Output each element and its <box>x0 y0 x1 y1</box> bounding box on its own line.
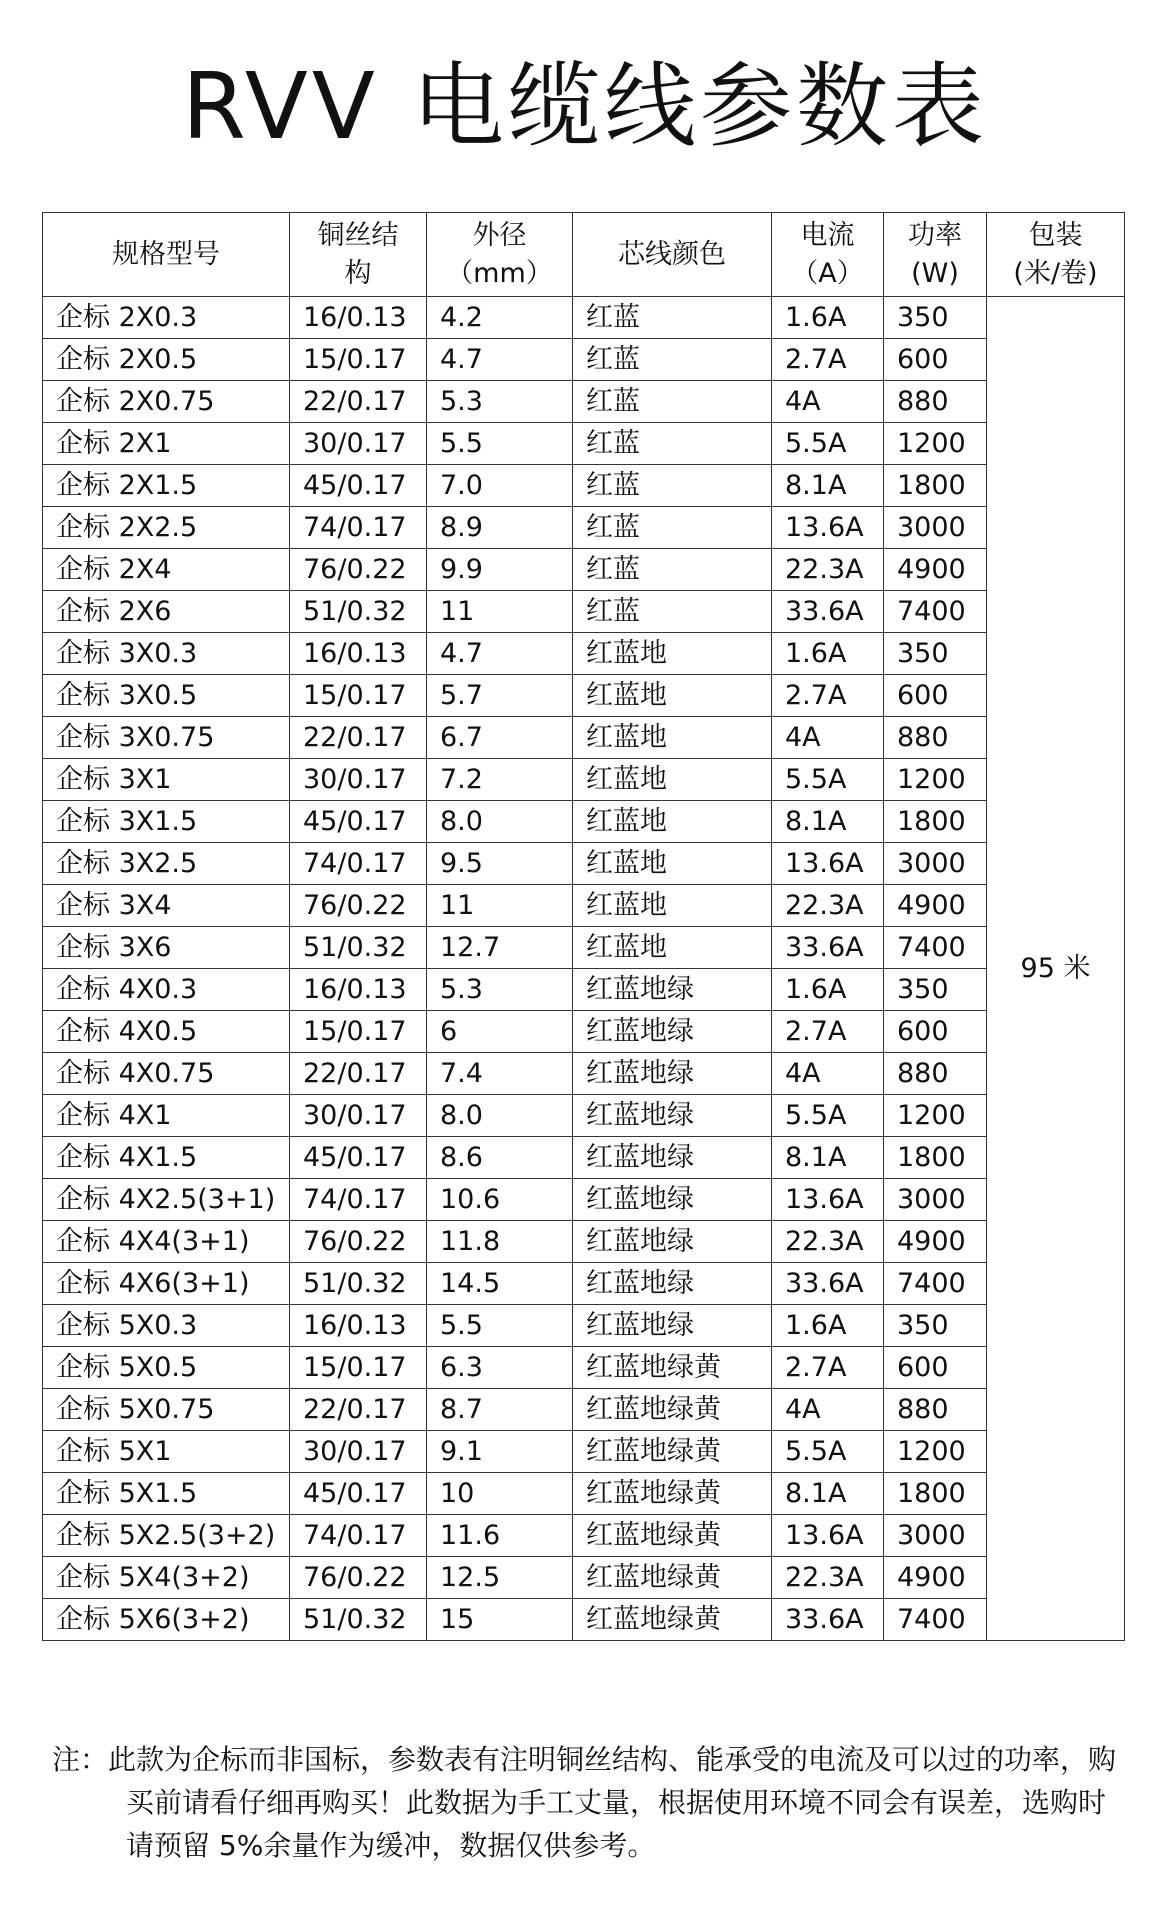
current-cell: 5.5A <box>772 759 884 801</box>
copper-cell: 51/0.32 <box>290 1599 427 1641</box>
current-cell: 2.7A <box>772 339 884 381</box>
header-line: 包装 <box>1028 219 1083 251</box>
current-cell: 1.6A <box>772 633 884 675</box>
power-cell: 1800 <box>884 801 987 843</box>
spec-cell: 企标 4X1.5 <box>43 1137 290 1179</box>
copper-cell: 22/0.17 <box>290 1389 427 1431</box>
header-line: 铜丝结 <box>317 219 399 251</box>
power-cell: 880 <box>884 717 987 759</box>
table-row <box>43 1263 1125 1305</box>
copper-cell: 15/0.17 <box>290 675 427 717</box>
color-cell: 红蓝地绿 <box>573 1053 772 1095</box>
diameter-cell: 8.0 <box>427 1095 573 1137</box>
current-cell: 1.6A <box>772 969 884 1011</box>
color-cell: 红蓝地绿 <box>573 969 772 1011</box>
current-cell: 2.7A <box>772 675 884 717</box>
spec-cell: 企标 3X0.3 <box>43 633 290 675</box>
power-cell: 1800 <box>884 1137 987 1179</box>
table-row <box>43 675 1125 717</box>
diameter-cell: 12.5 <box>427 1557 573 1599</box>
color-cell: 红蓝地绿 <box>573 1011 772 1053</box>
spec-cell: 企标 2X1 <box>43 423 290 465</box>
table-row <box>43 1473 1125 1515</box>
spec-cell: 企标 3X0.75 <box>43 717 290 759</box>
power-cell: 3000 <box>884 507 987 549</box>
copper-cell: 45/0.17 <box>290 1137 427 1179</box>
color-cell: 红蓝地绿黄 <box>573 1473 772 1515</box>
copper-cell: 45/0.17 <box>290 465 427 507</box>
power-cell: 3000 <box>884 843 987 885</box>
footnote: 注：此款为企标而非国标，参数表有注明铜丝结构、能承受的电流及可以过的功率，购买前请看仔细再购买！此数据为手工丈量，根据使用环境不同会有误差，选购时请预留 5%余量作为缓冲，数据仅供参考。 <box>52 1743 1117 1862</box>
power-cell: 880 <box>884 381 987 423</box>
spec-cell: 企标 5X0.3 <box>43 1305 290 1347</box>
header-line: 电流 <box>800 219 855 251</box>
header-line: (米/卷) <box>1013 257 1098 289</box>
table-row <box>43 1095 1125 1137</box>
diameter-cell: 8.9 <box>427 507 573 549</box>
copper-cell: 15/0.17 <box>290 339 427 381</box>
power-cell: 350 <box>884 969 987 1011</box>
spec-cell: 企标 5X2.5(3+2) <box>43 1515 290 1557</box>
color-cell: 红蓝地 <box>573 843 772 885</box>
current-cell: 4A <box>772 1053 884 1095</box>
copper-cell: 30/0.17 <box>290 759 427 801</box>
page-title: RVV 电缆线参数表 <box>181 53 988 160</box>
color-cell: 红蓝地 <box>573 927 772 969</box>
current-cell: 5.5A <box>772 1431 884 1473</box>
diameter-cell: 14.5 <box>427 1263 573 1305</box>
table-row <box>43 507 1125 549</box>
packaging-cell: 95 米 <box>987 297 1125 1641</box>
spec-cell: 企标 2X0.75 <box>43 381 290 423</box>
power-cell: 1200 <box>884 423 987 465</box>
copper-cell: 74/0.17 <box>290 1515 427 1557</box>
diameter-cell: 8.6 <box>427 1137 573 1179</box>
spec-cell: 企标 4X0.75 <box>43 1053 290 1095</box>
diameter-cell: 8.7 <box>427 1389 573 1431</box>
current-cell: 5.5A <box>772 423 884 465</box>
current-cell: 13.6A <box>772 843 884 885</box>
table-header-row <box>43 213 1125 297</box>
header-line: 功率 <box>908 219 962 251</box>
diameter-cell: 5.7 <box>427 675 573 717</box>
current-cell: 4A <box>772 1389 884 1431</box>
diameter-cell: 10.6 <box>427 1179 573 1221</box>
spec-cell: 企标 2X1.5 <box>43 465 290 507</box>
copper-cell: 74/0.17 <box>290 507 427 549</box>
power-cell: 3000 <box>884 1515 987 1557</box>
header-line: (W) <box>911 257 959 289</box>
table-row <box>43 633 1125 675</box>
spec-cell: 企标 4X0.3 <box>43 969 290 1011</box>
diameter-cell: 7.2 <box>427 759 573 801</box>
table-row <box>43 1221 1125 1263</box>
header-copper-structure <box>290 213 427 297</box>
diameter-cell: 9.9 <box>427 549 573 591</box>
diameter-cell: 11 <box>427 591 573 633</box>
copper-cell: 76/0.22 <box>290 885 427 927</box>
spec-cell: 企标 4X2.5(3+1) <box>43 1179 290 1221</box>
current-cell: 22.3A <box>772 1557 884 1599</box>
copper-cell: 76/0.22 <box>290 1221 427 1263</box>
power-cell: 1200 <box>884 759 987 801</box>
diameter-cell: 5.5 <box>427 1305 573 1347</box>
current-cell: 1.6A <box>772 1305 884 1347</box>
power-cell: 3000 <box>884 1179 987 1221</box>
spec-cell: 企标 5X6(3+2) <box>43 1599 290 1641</box>
color-cell: 红蓝地绿黄 <box>573 1557 772 1599</box>
table-row <box>43 843 1125 885</box>
spec-cell: 企标 3X0.5 <box>43 675 290 717</box>
spec-cell: 企标 5X0.5 <box>43 1347 290 1389</box>
header-core-color <box>573 213 772 297</box>
header-line: 规格型号 <box>112 238 220 270</box>
spec-cell: 企标 3X1.5 <box>43 801 290 843</box>
copper-cell: 76/0.22 <box>290 549 427 591</box>
header-line: 外径 <box>472 219 527 251</box>
table-row <box>43 801 1125 843</box>
diameter-cell: 7.4 <box>427 1053 573 1095</box>
current-cell: 33.6A <box>772 591 884 633</box>
spec-cell: 企标 4X4(3+1) <box>43 1221 290 1263</box>
copper-cell: 30/0.17 <box>290 1095 427 1137</box>
power-cell: 4900 <box>884 1221 987 1263</box>
table-row <box>43 1515 1125 1557</box>
color-cell: 红蓝 <box>573 591 772 633</box>
power-cell: 7400 <box>884 927 987 969</box>
table-row <box>43 381 1125 423</box>
color-cell: 红蓝地绿黄 <box>573 1599 772 1641</box>
current-cell: 8.1A <box>772 465 884 507</box>
power-cell: 600 <box>884 675 987 717</box>
spec-cell: 企标 3X1 <box>43 759 290 801</box>
table-row <box>43 1557 1125 1599</box>
current-cell: 33.6A <box>772 927 884 969</box>
copper-cell: 16/0.13 <box>290 1305 427 1347</box>
copper-cell: 74/0.17 <box>290 1179 427 1221</box>
color-cell: 红蓝地绿 <box>573 1263 772 1305</box>
table-row <box>43 885 1125 927</box>
current-cell: 22.3A <box>772 885 884 927</box>
diameter-cell: 11 <box>427 885 573 927</box>
diameter-cell: 5.5 <box>427 423 573 465</box>
table-row <box>43 465 1125 507</box>
diameter-cell: 6.3 <box>427 1347 573 1389</box>
header-line: 构 <box>344 257 372 289</box>
color-cell: 红蓝地 <box>573 717 772 759</box>
color-cell: 红蓝地 <box>573 675 772 717</box>
color-cell: 红蓝地绿 <box>573 1137 772 1179</box>
power-cell: 1200 <box>884 1095 987 1137</box>
table-row <box>43 1347 1125 1389</box>
copper-cell: 76/0.22 <box>290 1557 427 1599</box>
power-cell: 1200 <box>884 1431 987 1473</box>
table-row <box>43 1389 1125 1431</box>
current-cell: 4A <box>772 717 884 759</box>
diameter-cell: 7.0 <box>427 465 573 507</box>
copper-cell: 16/0.13 <box>290 297 427 339</box>
color-cell: 红蓝 <box>573 339 772 381</box>
diameter-cell: 9.5 <box>427 843 573 885</box>
color-cell: 红蓝地 <box>573 759 772 801</box>
color-cell: 红蓝地绿 <box>573 1221 772 1263</box>
header-current <box>772 213 884 297</box>
power-cell: 4900 <box>884 549 987 591</box>
table-row <box>43 1137 1125 1179</box>
color-cell: 红蓝 <box>573 423 772 465</box>
spec-cell: 企标 2X0.5 <box>43 339 290 381</box>
current-cell: 8.1A <box>772 801 884 843</box>
power-cell: 600 <box>884 1011 987 1053</box>
header-packaging <box>987 213 1125 297</box>
header-line: （A） <box>791 257 864 289</box>
table-row <box>43 759 1125 801</box>
copper-cell: 51/0.32 <box>290 1263 427 1305</box>
copper-cell: 51/0.32 <box>290 591 427 633</box>
power-cell: 1800 <box>884 1473 987 1515</box>
header-power <box>884 213 987 297</box>
table-body <box>43 297 1125 1641</box>
table-row <box>43 927 1125 969</box>
power-cell: 4900 <box>884 885 987 927</box>
diameter-cell: 15 <box>427 1599 573 1641</box>
current-cell: 22.3A <box>772 1221 884 1263</box>
color-cell: 红蓝地绿黄 <box>573 1515 772 1557</box>
table-row <box>43 423 1125 465</box>
diameter-cell: 10 <box>427 1473 573 1515</box>
table-row <box>43 297 1125 339</box>
current-cell: 4A <box>772 381 884 423</box>
spec-cell: 企标 2X0.3 <box>43 297 290 339</box>
color-cell: 红蓝 <box>573 465 772 507</box>
power-cell: 1800 <box>884 465 987 507</box>
color-cell: 红蓝地 <box>573 885 772 927</box>
power-cell: 7400 <box>884 591 987 633</box>
table-row <box>43 1599 1125 1641</box>
power-cell: 7400 <box>884 1263 987 1305</box>
diameter-cell: 6.7 <box>427 717 573 759</box>
table-row <box>43 1431 1125 1473</box>
header-line: （mm） <box>446 257 553 289</box>
current-cell: 8.1A <box>772 1137 884 1179</box>
color-cell: 红蓝地绿 <box>573 1305 772 1347</box>
diameter-cell: 6 <box>427 1011 573 1053</box>
table-row <box>43 969 1125 1011</box>
current-cell: 22.3A <box>772 549 884 591</box>
diameter-cell: 5.3 <box>427 969 573 1011</box>
table-row <box>43 339 1125 381</box>
diameter-cell: 9.1 <box>427 1431 573 1473</box>
current-cell: 1.6A <box>772 297 884 339</box>
cable-parameter-table <box>42 212 1125 1641</box>
copper-cell: 16/0.13 <box>290 969 427 1011</box>
copper-cell: 22/0.17 <box>290 717 427 759</box>
copper-cell: 51/0.32 <box>290 927 427 969</box>
table-row <box>43 1053 1125 1095</box>
spec-cell: 企标 3X6 <box>43 927 290 969</box>
power-cell: 600 <box>884 1347 987 1389</box>
copper-cell: 74/0.17 <box>290 843 427 885</box>
copper-cell: 30/0.17 <box>290 423 427 465</box>
diameter-cell: 5.3 <box>427 381 573 423</box>
power-cell: 600 <box>884 339 987 381</box>
diameter-cell: 11.6 <box>427 1515 573 1557</box>
table-row <box>43 717 1125 759</box>
color-cell: 红蓝地 <box>573 801 772 843</box>
diameter-cell: 11.8 <box>427 1221 573 1263</box>
color-cell: 红蓝 <box>573 507 772 549</box>
color-cell: 红蓝地绿 <box>573 1095 772 1137</box>
color-cell: 红蓝 <box>573 381 772 423</box>
table-row <box>43 1011 1125 1053</box>
power-cell: 350 <box>884 297 987 339</box>
current-cell: 8.1A <box>772 1473 884 1515</box>
spec-cell: 企标 2X2.5 <box>43 507 290 549</box>
color-cell: 红蓝地绿 <box>573 1179 772 1221</box>
spec-cell: 企标 3X2.5 <box>43 843 290 885</box>
power-cell: 880 <box>884 1389 987 1431</box>
diameter-cell: 4.2 <box>427 297 573 339</box>
spec-cell: 企标 4X6(3+1) <box>43 1263 290 1305</box>
diameter-cell: 4.7 <box>427 339 573 381</box>
power-cell: 880 <box>884 1053 987 1095</box>
power-cell: 350 <box>884 1305 987 1347</box>
header-line: 芯线颜色 <box>618 238 726 270</box>
color-cell: 红蓝地绿黄 <box>573 1389 772 1431</box>
table-row <box>43 1305 1125 1347</box>
copper-cell: 15/0.17 <box>290 1011 427 1053</box>
copper-cell: 45/0.17 <box>290 1473 427 1515</box>
spec-cell: 企标 4X0.5 <box>43 1011 290 1053</box>
power-cell: 7400 <box>884 1599 987 1641</box>
spec-cell: 企标 5X4(3+2) <box>43 1557 290 1599</box>
table-row <box>43 1179 1125 1221</box>
color-cell: 红蓝地绿黄 <box>573 1431 772 1473</box>
spec-cell: 企标 5X1.5 <box>43 1473 290 1515</box>
color-cell: 红蓝 <box>573 549 772 591</box>
spec-cell: 企标 3X4 <box>43 885 290 927</box>
power-cell: 4900 <box>884 1557 987 1599</box>
copper-cell: 45/0.17 <box>290 801 427 843</box>
table-row <box>43 549 1125 591</box>
copper-cell: 15/0.17 <box>290 1347 427 1389</box>
power-cell: 350 <box>884 633 987 675</box>
current-cell: 13.6A <box>772 1515 884 1557</box>
spec-cell: 企标 5X1 <box>43 1431 290 1473</box>
current-cell: 33.6A <box>772 1263 884 1305</box>
table-row <box>43 591 1125 633</box>
current-cell: 2.7A <box>772 1347 884 1389</box>
diameter-cell: 4.7 <box>427 633 573 675</box>
spec-cell: 企标 5X0.75 <box>43 1389 290 1431</box>
current-cell: 5.5A <box>772 1095 884 1137</box>
spec-cell: 企标 4X1 <box>43 1095 290 1137</box>
header-outer-diameter <box>427 213 573 297</box>
current-cell: 13.6A <box>772 507 884 549</box>
copper-cell: 16/0.13 <box>290 633 427 675</box>
copper-cell: 22/0.17 <box>290 381 427 423</box>
current-cell: 33.6A <box>772 1599 884 1641</box>
color-cell: 红蓝地绿黄 <box>573 1347 772 1389</box>
current-cell: 13.6A <box>772 1179 884 1221</box>
diameter-cell: 8.0 <box>427 801 573 843</box>
spec-cell: 企标 2X6 <box>43 591 290 633</box>
header-spec-model <box>43 213 290 297</box>
diameter-cell: 12.7 <box>427 927 573 969</box>
color-cell: 红蓝 <box>573 297 772 339</box>
current-cell: 2.7A <box>772 1011 884 1053</box>
copper-cell: 22/0.17 <box>290 1053 427 1095</box>
spec-cell: 企标 2X4 <box>43 549 290 591</box>
copper-cell: 30/0.17 <box>290 1431 427 1473</box>
color-cell: 红蓝地 <box>573 633 772 675</box>
